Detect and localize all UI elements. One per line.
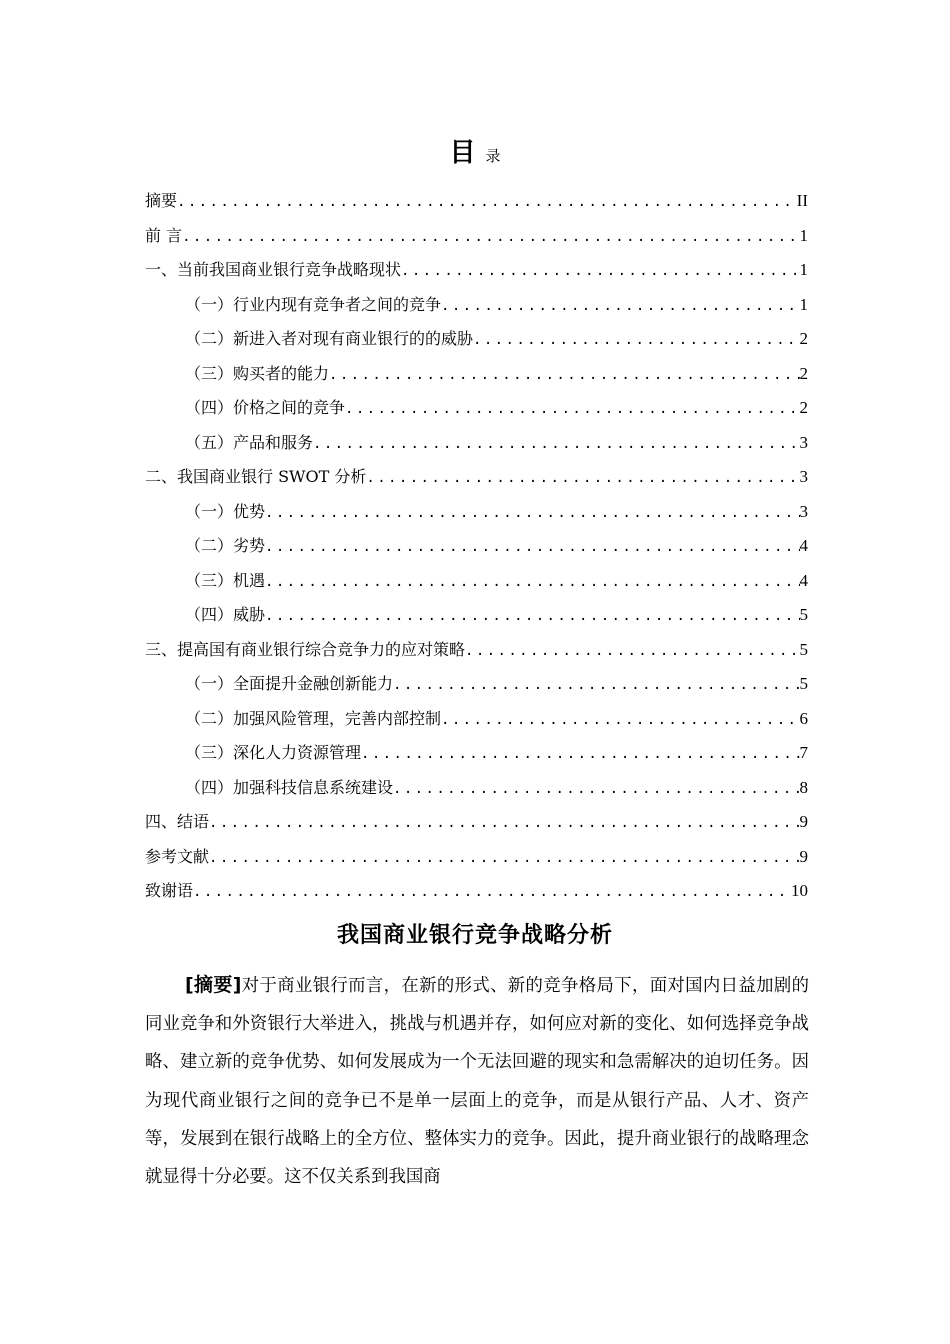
toc-entry[interactable] (145, 357, 808, 392)
toc-entry-page-number: 3 (799, 432, 808, 452)
toc-leader-dots (193, 875, 791, 910)
toc-entry-label: 摘要 (145, 191, 178, 210)
toc-entry-label: （四）价格之间的竞争 (185, 398, 346, 417)
toc-heading (0, 132, 950, 169)
toc-entry-label: （三）深化人力资源管理 (185, 743, 362, 762)
toc-entry-page-number: 4 (799, 570, 808, 590)
toc-entry-label: 四、结语 (145, 812, 210, 831)
toc-entry[interactable] (145, 184, 808, 219)
toc-entry[interactable] (145, 874, 808, 909)
toc-leader-dots (401, 254, 799, 289)
toc-leader-dots (329, 358, 799, 393)
toc-leader-dots (441, 703, 799, 738)
toc-entry[interactable] (145, 460, 808, 495)
abstract-paragraph (145, 966, 809, 1196)
toc-entry-page-number: 8 (799, 777, 808, 797)
toc-leader-dots (473, 323, 799, 358)
toc-entry-page-number: 5 (799, 605, 808, 624)
toc-leader-dots (393, 772, 799, 807)
toc-entry-label: （二）加强风险管理，完善内部控制 (185, 708, 442, 728)
toc-leader-dots (465, 634, 799, 669)
toc-entry-label: （二）劣势 (185, 536, 266, 555)
toc-entry-label: （四）加强科技信息系统建设 (185, 777, 394, 797)
toc-entry[interactable] (145, 633, 808, 668)
toc-entry-page-number: 4 (799, 536, 808, 555)
toc-entry-page-number: 3 (799, 467, 808, 486)
toc-entry[interactable] (145, 771, 808, 806)
toc-entry[interactable] (145, 426, 808, 461)
toc-leader-dots (182, 220, 799, 255)
toc-leader-dots (265, 599, 799, 634)
toc-entry-label: 前 言 (145, 225, 183, 245)
toc-entry-page-number: 6 (799, 708, 808, 728)
toc-entry-label: （一）行业内现有竞争者之间的竞争 (185, 294, 442, 314)
toc-leader-dots (177, 185, 797, 220)
toc-leader-dots (265, 565, 799, 600)
toc-leader-dots (209, 806, 799, 841)
toc-entry-label: 三、提高国有商业银行综合竞争力的应对策略 (145, 639, 466, 659)
article-title: 我国商业银行竞争战略分析 (336, 923, 613, 948)
toc-entry[interactable] (145, 219, 808, 254)
toc-leader-dots (361, 737, 799, 772)
toc-entry[interactable] (145, 840, 808, 875)
toc-entry-label: 一、当前我国商业银行竞争战略现状 (145, 260, 402, 279)
toc-entry[interactable] (145, 322, 808, 357)
toc-entry[interactable] (145, 667, 808, 702)
toc-entry-page-number: 9 (799, 812, 808, 831)
toc-entry[interactable] (145, 253, 808, 288)
toc-entry-label: 参考文献 (145, 846, 210, 866)
toc-entry[interactable] (145, 529, 808, 564)
toc-entry[interactable] (145, 391, 808, 426)
toc-entry-page-number: 3 (799, 501, 808, 521)
toc-entry[interactable] (145, 805, 808, 840)
toc-entry-page-number: 5 (799, 674, 808, 693)
toc-leader-dots (441, 289, 799, 324)
toc-heading-char-1: 目 (449, 138, 476, 168)
toc-entry-label: 致谢语 (145, 881, 194, 900)
toc-entry[interactable] (145, 564, 808, 599)
toc-entry-label: （三）购买者的能力 (185, 363, 330, 383)
toc-entry-page-number: 2 (799, 398, 808, 417)
toc-entry-label: （五）产品和服务 (185, 432, 314, 452)
toc-leader-dots (366, 461, 799, 496)
toc-entry-page-number: 1 (799, 294, 808, 314)
toc-entry[interactable] (145, 702, 808, 737)
abstract-tag: [摘要] (185, 974, 242, 996)
toc-entry-label: （二）新进入者对现有商业银行的的威胁 (185, 329, 474, 348)
toc-leader-dots (345, 392, 799, 427)
toc-heading-char-2: 录 (485, 147, 501, 165)
toc-leader-dots (313, 427, 799, 462)
toc-entry[interactable] (145, 598, 808, 633)
toc-entry-label: （四）威胁 (185, 605, 266, 624)
toc-entry-label: （一）优势 (185, 501, 266, 521)
toc-entry-label: （一）全面提升金融创新能力 (185, 674, 394, 693)
toc-entry-page-number: 7 (799, 743, 808, 762)
toc-entry-label: 二、我国商业银行 SWOT 分析 (145, 467, 367, 486)
toc-entry-page-number: 1 (799, 260, 808, 279)
toc-entry-page-number: 5 (799, 639, 808, 659)
toc-entry[interactable] (145, 288, 808, 323)
toc-entry-page-number: 10 (791, 881, 808, 900)
toc-leader-dots (393, 668, 799, 703)
toc-leader-dots (265, 530, 799, 565)
toc-entry-page-number: 9 (799, 846, 808, 866)
abstract-text: 对于商业银行而言，在新的形式、新的竞争格局下，面对国内日益加剧的同业竞争和外资银行大举进入，挑战与机遇并存，如何应对新的变化、如何选择竞争战略、建立新的竞争优势、如何发展成为一个无法回避的现实和急需解决的迫切任务。因为现代商业银行之间的竞争已不是单一层面上的竞争，而是从银行产品、人才、资产等，发展到在银行战略上的全方位、整体实力的竞争。因此，提升商业银行的战略理念就显得十分必要。这不仅关系到我国商 (145, 976, 809, 1188)
toc-entry-page-number: II (796, 191, 808, 210)
toc-entry-page-number: 2 (799, 363, 808, 383)
toc-leader-dots (209, 841, 799, 876)
toc-entry[interactable] (145, 736, 808, 771)
toc-entry-label: （三）机遇 (185, 570, 266, 590)
toc-entry-page-number: 2 (799, 329, 808, 348)
toc-entry-page-number: 1 (799, 225, 808, 245)
table-of-contents (145, 184, 808, 909)
toc-entry[interactable] (145, 495, 808, 530)
toc-leader-dots (265, 496, 799, 531)
